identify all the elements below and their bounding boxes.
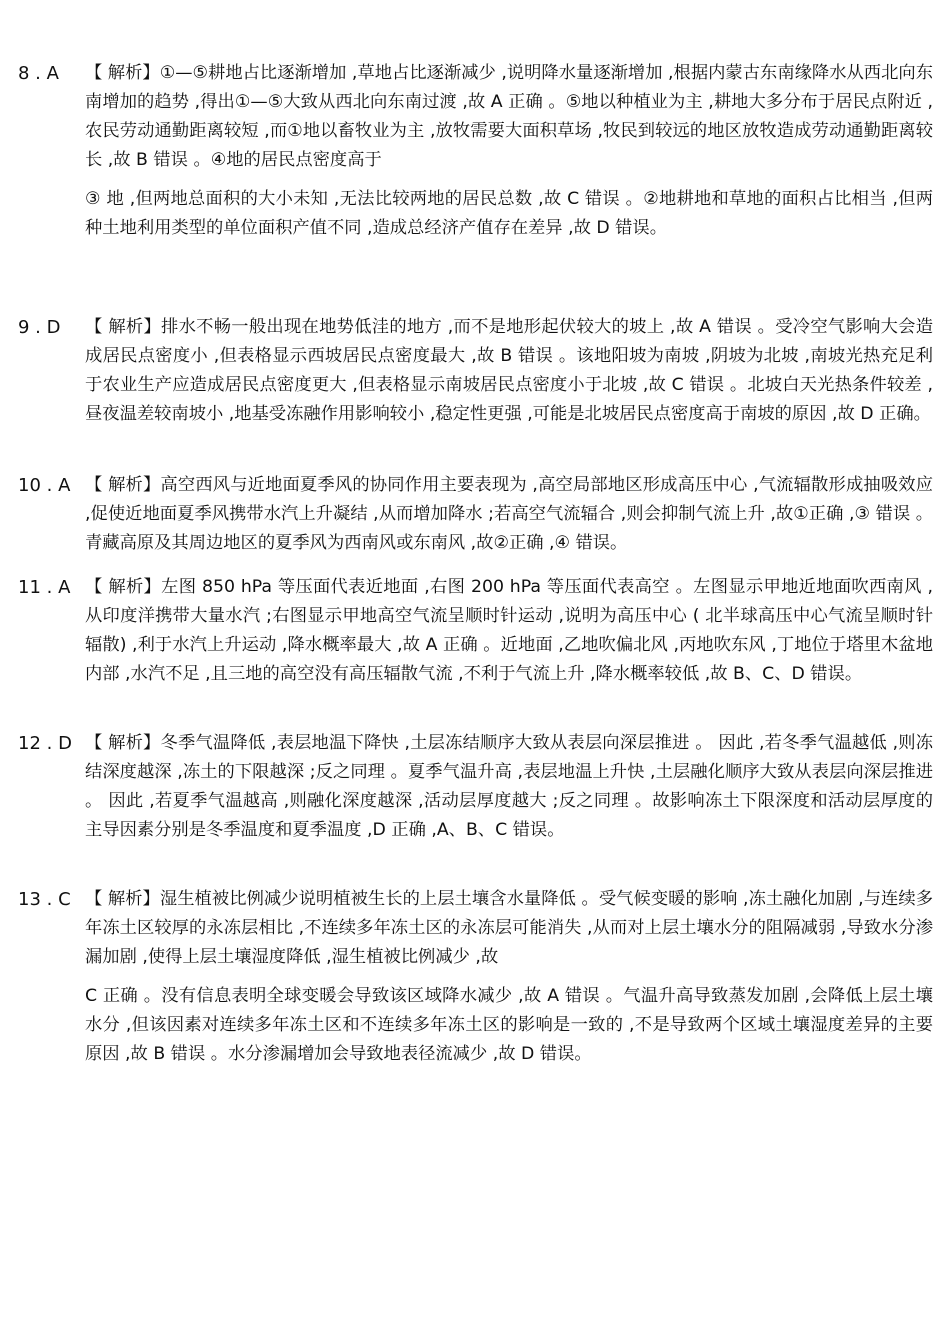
question-number: 8 . A — [18, 63, 59, 84]
explanation-paragraph: 【 解析】左图 850 hPa 等压面代表近地面 ,右图 200 hPa 等压面代表高空 。左图显示甲地近地面吹西南风 ,从印度洋携带大量水汽 ;右图显示甲地高空气流呈顺时针运动 ,说明为高压中心 ( 北半球高压中心气流呈顺时针辐散) ,利于水汽上升运动 ,降水概率最大 ,故 A 正确 。近地面 ,乙地吹偏北风 ,丙地吹东风 ,丁地位于塔里木盆地内部 ,水汽不足 ,且三地的高空没有高压辐散气流 ,不利于气流上升 ,降水概率较低 ,故 B、C、D 错误。 — [85, 577, 933, 684]
answer-item-13 — [18, 885, 933, 1069]
question-number: 11 . A — [18, 577, 71, 598]
answer-item-9 — [18, 313, 933, 429]
answer-item-10 — [18, 471, 933, 558]
explanation-paragraph: 【 解析】排水不畅一般出现在地势低洼的地方 ,而不是地形起伏较大的坡上 ,故 A 错误 。受冷空气影响大会造成居民点密度小 ,但表格显示西坡居民点密度最大 ,故 B 错误 。该地阳坡为南坡 ,阴坡为北坡 ,南坡光热充足利于农业生产应造成居民点密度更大 ,但表格显示南坡居民点密度小于北坡 ,故 C 错误 。北坡白天光热条件较差 ,昼夜温差较南坡小 ,地基受冻融作用影响较小 ,稳定性更强 ,可能是北坡居民点密度高于南坡的原因 ,故 D 正确。 — [85, 317, 933, 424]
explanation-paragraph: C 正确 。没有信息表明全球变暖会导致该区域降水减少 ,故 A 错误 。气温升高导致蒸发加剧 ,会降低上层土壤水分 ,但该因素对连续多年冻土区和不连续多年冻土区的影响是一致的 ,不是导致两个区域土壤湿度差异的主要原因 ,故 B 错误 。水分渗漏增加会导致地表径流减少 ,故 D 错误。 — [85, 986, 933, 1064]
explanation-paragraph: 【 解析】高空西风与近地面夏季风的协同作用主要表现为 ,高空局部地区形成高压中心 ,气流辐散形成抽吸效应 ,促使近地面夏季风携带水汽上升凝结 ,从而增加降水 ;若高空气流辐合 ,则会抑制气流上升 ,故①正确 ,③ 错误 。青藏高原及其周边地区的夏季风为西南风或东南风 ,故②正确 ,④ 错误。 — [85, 475, 933, 553]
answer-item-11 — [18, 573, 933, 689]
explanation-paragraph: ③ 地 ,但两地总面积的大小未知 ,无法比较两地的居民总数 ,故 C 错误 。②地耕地和草地的面积占比相当 ,但两种土地利用类型的单位面积产值不同 ,造成总经济产值存在差异 ,故 D 错误。 — [85, 189, 933, 238]
question-number: 12 . D — [18, 733, 72, 754]
explanation-paragraph: 【 解析】冬季气温降低 ,表层地温下降快 ,土层冻结顺序大致从表层向深层推进 。 因此 ,若冬季气温越低 ,则冻结深度越深 ,冻土的下限越深 ;反之同理 。夏季气温升高 ,表层地温上升快 ,土层融化顺序大致从表层向深层推进 。 因此 ,若夏季气温越高 ,则融化深度越深 ,活动层厚度越大 ;反之同理 。故影响冻土下限深度和活动层厚度的主导因素分别是冬季温度和夏季温度 ,D 正确 ,A、B、C 错误。 — [85, 733, 933, 840]
question-number: 13 . C — [18, 889, 71, 910]
explanation-paragraph: 【 解析】①—⑤耕地占比逐渐增加 ,草地占比逐渐减少 ,说明降水量逐渐增加 ,根据内蒙古东南缘降水从西北向东南增加的趋势 ,得出①—⑤大致从西北向东南过渡 ,故 A 正确 。⑤地以种植业为主 ,耕地大多分布于居民点附近 ,农民劳动通勤距离较短 ,而①地以畜牧业为主 ,放牧需要大面积草场 ,牧民到较远的地区放牧造成劳动通勤距离较长 ,故 B 错误 。④地的居民点密度高于 — [85, 63, 933, 170]
answer-item-8 — [18, 59, 933, 243]
answer-item-12 — [18, 729, 933, 845]
question-number: 9 . D — [18, 317, 61, 338]
explanation-paragraph: 【 解析】湿生植被比例减少说明植被生长的上层土壤含水量降低 。受气候变暖的影响 ,冻土融化加剧 ,与连续多年冻土区较厚的永冻层相比 ,不连续多年冻土区的永冻层可能消失 ,从而对上层土壤水分的阻隔减弱 ,导致水分渗漏加剧 ,使得上层土壤湿度降低 ,湿生植被比例减少 ,故 — [85, 889, 933, 967]
question-number: 10 . A — [18, 475, 71, 496]
